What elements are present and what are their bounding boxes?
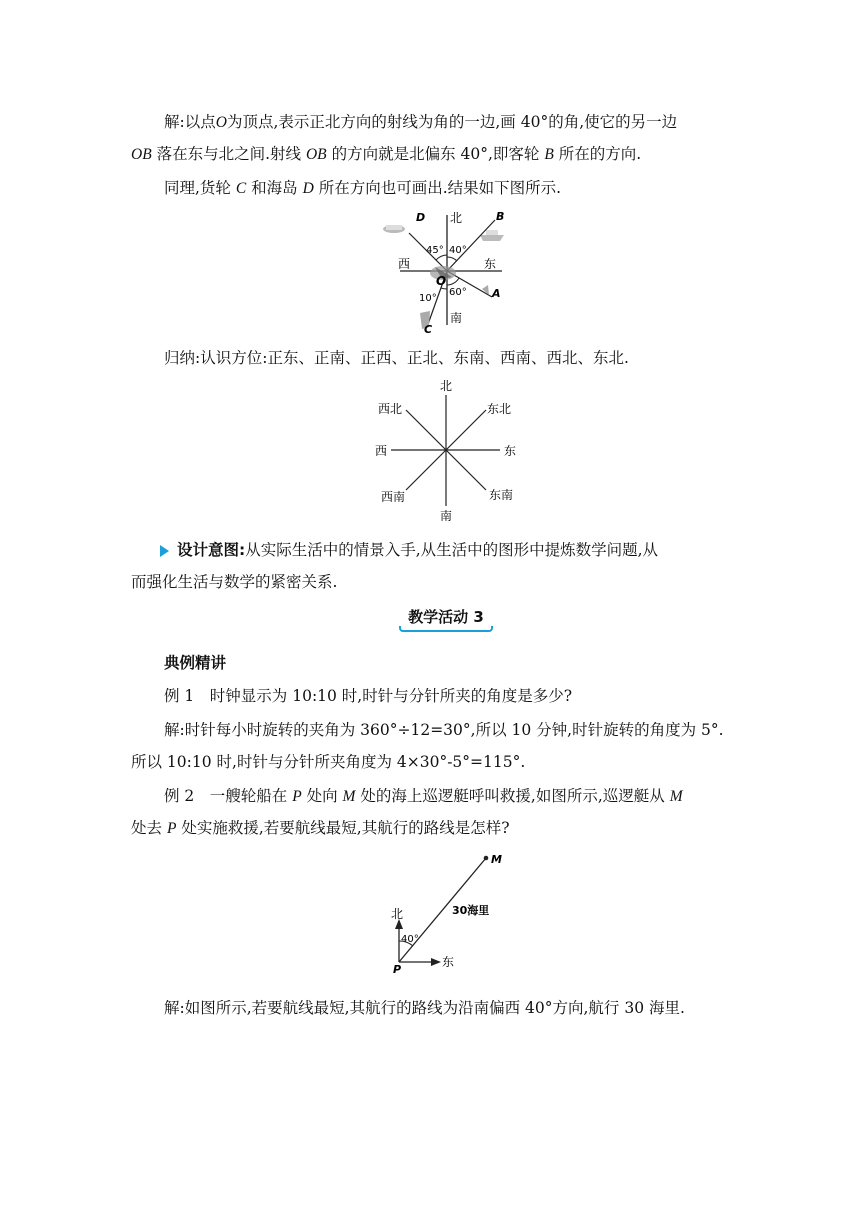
label-north: 北 <box>391 907 404 921</box>
section-title: 典例精讲 <box>164 654 227 672</box>
label-northwest: 西北 <box>378 402 403 416</box>
label-east: 东 <box>442 955 455 969</box>
label-southwest: 西南 <box>381 490 406 504</box>
bearing-figure-ships <box>380 205 520 340</box>
example-2-answer: 解:如图所示,若要航线最短,其航行的路线为沿南偏西 40°方向,航行 30 海里. <box>164 999 685 1017</box>
design-intent-label: 设计意图: <box>177 541 246 559</box>
label-d: D <box>416 211 426 224</box>
island-icon <box>383 225 405 233</box>
eight-directions-figure <box>370 375 525 525</box>
example-2-question-line-2: 处去 P 处实施救援,若要航线最短,其航行的路线是怎样? <box>131 819 510 837</box>
label-c: C <box>424 323 433 336</box>
arc-10 <box>441 288 447 289</box>
summary-paragraph: 归纳:认识方位:正东、正南、正西、正北、东南、西南、西北、东北. <box>164 349 629 367</box>
label-east: 东 <box>504 444 517 458</box>
label-south: 南 <box>450 311 463 325</box>
example-2-question-line-1: 例 2 一艘轮船在 P 处向 M 处的海上巡逻艇呼叫救援,如图所示,巡逻艇从 M <box>164 787 683 805</box>
label-west: 西 <box>398 257 411 271</box>
label-northeast: 东北 <box>487 402 512 416</box>
label-distance: 30海里 <box>452 904 490 917</box>
arc-40 <box>447 257 457 261</box>
label-west: 西 <box>375 444 388 458</box>
label-a: A <box>492 287 501 300</box>
route-figure <box>385 845 515 975</box>
label-angle-60: 60° <box>449 287 467 298</box>
design-intent-line-2: 而强化生活与数学的紧密关系. <box>131 573 338 591</box>
solution-paragraph-line-2: OB 落在东与北之间.射线 OB 的方向就是北偏东 40°,即客轮 B 所在的方向. <box>131 145 642 163</box>
similarly-paragraph: 同理,货轮 C 和海岛 D 所在方向也可画出.结果如下图所示. <box>164 179 562 197</box>
label-p: P <box>393 963 402 975</box>
label-angle-45: 45° <box>426 245 444 256</box>
label-angle-10: 10° <box>419 293 437 304</box>
label-south: 南 <box>440 509 453 523</box>
activity-title: 教学活动 3 <box>408 608 484 626</box>
label-southeast: 东南 <box>489 488 514 502</box>
activity-badge <box>397 604 495 634</box>
badge-underline <box>399 626 493 632</box>
label-angle-40: 40° <box>449 245 467 256</box>
solution-paragraph-line-1: 解:以点O为顶点,表示正北方向的射线为角的一边,画 40°的角,使它的另一边 <box>164 113 678 131</box>
label-b: B <box>496 210 505 223</box>
point-m <box>484 856 489 861</box>
label-o: O <box>436 274 447 288</box>
east-arrowhead-icon <box>431 958 441 966</box>
label-east: 东 <box>484 257 497 271</box>
play-triangle-icon <box>160 545 169 557</box>
label-m: M <box>491 853 502 866</box>
design-intent-line-1: 设计意图:从实际生活中的情景入手,从生活中的图形中提炼数学问题,从 <box>160 539 658 561</box>
label-north: 北 <box>440 379 453 393</box>
label-angle: 40° <box>401 934 419 945</box>
example-1-question: 例 1 时钟显示为 10:10 时,时针与分针所夹的角度是多少? <box>164 687 573 705</box>
label-north: 北 <box>450 211 463 225</box>
example-1-answer-line-1: 解:时针每小时旋转的夹角为 360°÷12=30°,所以 10 分钟,时针旋转的角度为 5°. <box>164 721 724 739</box>
example-1-answer-line-2: 所以 10:10 时,时针与分针所夹角度为 4×30°-5°=115°. <box>131 753 526 771</box>
